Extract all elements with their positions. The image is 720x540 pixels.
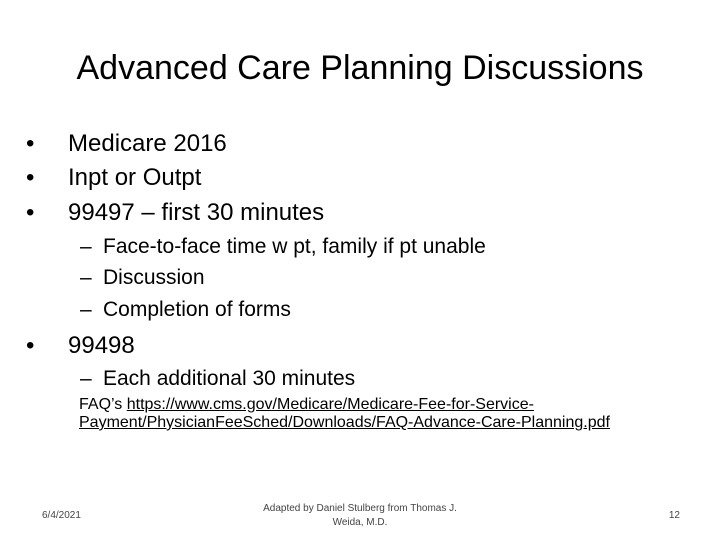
bullet-text: 99498 [68,332,135,359]
footer-credit [240,502,480,530]
sub-bullet-item [80,364,355,394]
footer-page-number: 12 [668,510,680,521]
bullet-item [26,329,135,363]
footer-credit-line: Adapted by Daniel Stulberg from Thomas J. [263,503,457,514]
footer-date: 6/4/2021 [42,510,81,521]
bullet-dot: • [26,164,35,191]
faq-reference [79,396,639,432]
faq-label: FAQ’s [79,396,127,413]
sub-bullet-dash: – [80,367,92,390]
bullet-dot: • [26,199,35,226]
bullet-text: Medicare 2016 [68,130,227,157]
faq-link[interactable]: https://www.cms.gov/Medicare/Medicare-Fee-for-Service-Payment/PhysicianFeeSched/Downloads/FAQ-Advance-Care-Planning.pdf [79,396,610,431]
sub-bullet-text: Each additional 30 minutes [103,367,356,390]
sub-bullet-dash: – [80,266,92,289]
sub-bullet-item [80,263,205,293]
sub-bullet-text: Face-to-face time w pt, family if pt unable [103,235,486,258]
bullet-item [26,161,201,195]
sub-bullet-item [80,295,291,325]
bullet-text: 99497 – first 30 minutes [68,199,325,226]
bullet-dot: • [26,130,35,157]
sub-bullet-dash: – [80,298,92,321]
bullet-item [26,196,324,230]
bullet-item [26,127,227,161]
footer-credit-line: Weida, M.D. [332,517,388,528]
sub-bullet-dash: – [80,235,92,258]
sub-bullet-text: Completion of forms [103,298,291,321]
sub-bullet-item [80,232,486,262]
bullet-dot: • [26,332,35,359]
bullet-text: Inpt or Outpt [68,164,202,191]
sub-bullet-text: Discussion [103,266,205,289]
slide-title: Advanced Care Planning Discussions [76,49,644,87]
